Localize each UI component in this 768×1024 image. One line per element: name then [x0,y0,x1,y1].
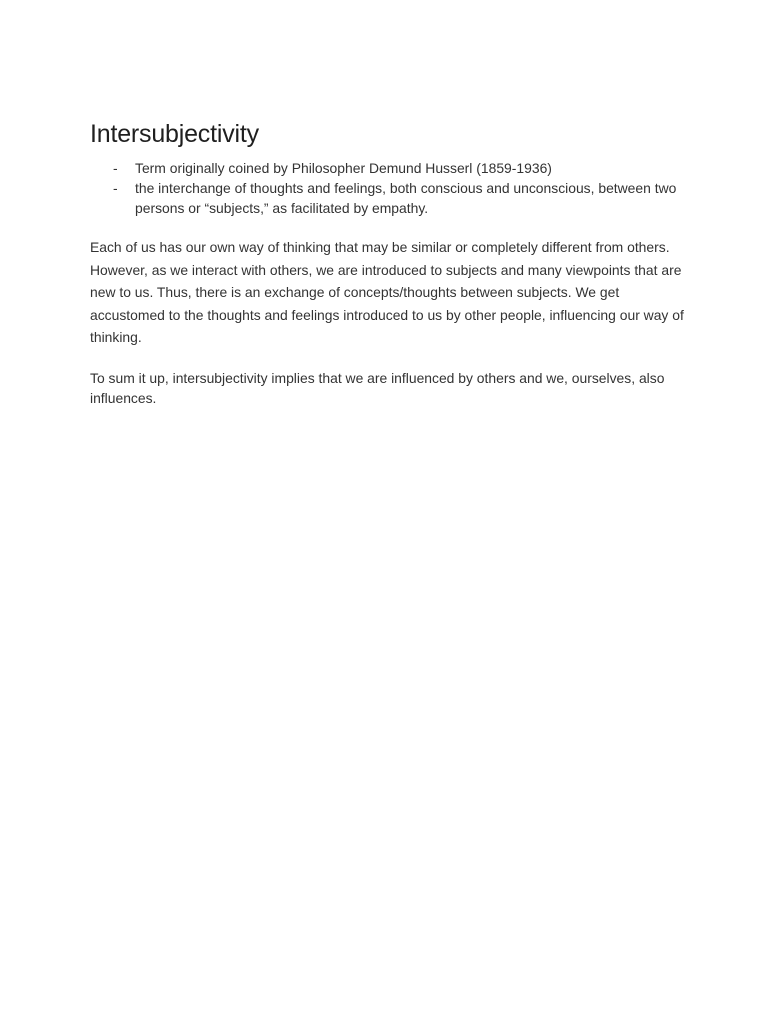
bullet-item [90,158,690,178]
bullet-text: the interchange of thoughts and feelings, both conscious and unconscious, between two persons or “subjects,” as facilitated by empathy. [135,180,677,216]
bullet-item [90,178,690,218]
document-content [90,118,690,408]
document-title: Intersubjectivity [90,120,259,148]
bullet-list [90,158,690,218]
paragraph-body: Each of us has our own way of thinking that may be similar or completely different from others. However, as we interact with others, we are introduced to subjects and many viewpoints that are new to us. Thus, there is an exchange of concepts/thoughts between subjects. We get accustomed to the thoughts and feelings introduced to us by other people, influencing our way of thinking. [90,239,684,345]
bullet-marker: - [113,180,118,196]
bullet-marker: - [113,160,118,176]
bullet-text: Term originally coined by Philosopher Demund Husserl (1859-1936) [135,160,552,176]
paragraph-summary: To sum it up, intersubjectivity implies that we are influenced by others and we, ourselves, also influences. [90,369,665,406]
